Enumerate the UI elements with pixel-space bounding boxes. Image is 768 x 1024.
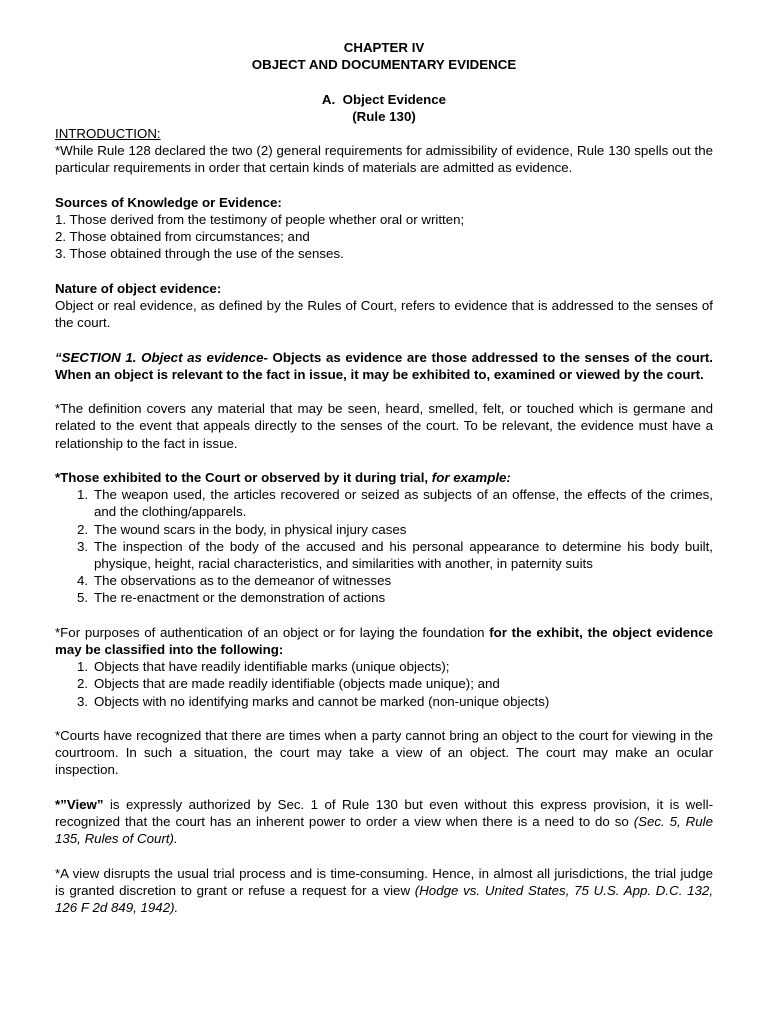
list-number: 4. (77, 573, 89, 589)
view-text: is expressly authorized by Sec. 1 of Rule 130 but even without this express provision, it is well-recognized that the court has an inherent power to order a view when there is a need to do so (55, 796, 713, 829)
list-text: Objects that are made readily identifiable (objects made unique); and (94, 676, 500, 692)
courts-paragraph: *Courts have recognized that there are times when a party cannot bring an object to the court for viewing in the courtroom. In such a situation, the court may take a view of an object. The court may make an ocular inspection. (55, 728, 713, 778)
disrupt-text: *A view disrupts the usual trial process and is time-consuming. Hence, in almost all jurisdictions, the trial judge is granted discretion to grant or refuse a request for a view (55, 865, 713, 898)
nature-paragraph: Object or real evidence, as defined by the Rules of Court, refers to evidence that is addressed to the senses of the court. (55, 298, 713, 331)
list-text: Objects that have readily identifiable marks (unique objects); (94, 659, 450, 675)
list-item (77, 538, 713, 572)
examples-lead-italic: for example: (428, 469, 511, 485)
section-title: Object Evidence (342, 91, 447, 107)
examples-lead-text: *Those exhibited to the Court or observed by it during trial, (55, 469, 429, 485)
chapter-number: CHAPTER IV (343, 40, 425, 55)
list-item (77, 675, 713, 692)
classification-lead-text: *For purposes of authentication of an object or for laying the foundation (55, 624, 485, 640)
list-item (77, 658, 713, 675)
list-number: 1. (77, 487, 89, 503)
classification-lead-bold: for the exhibit, the object evidence may be classified into the following: (55, 624, 714, 657)
list-text: The observations as to the demeanor of witnesses (94, 573, 392, 589)
examples-lead (55, 469, 713, 486)
classification-list (55, 658, 713, 710)
section-1-paragraph (55, 349, 713, 383)
disrupt-paragraph (55, 865, 713, 917)
list-item (77, 693, 713, 710)
sources-heading: Sources of Knowledge or Evidence: (55, 194, 282, 210)
section-1-text: Objects as evidence are those addressed to the senses of the court. When an object is relevant to the fact in issue, it may be exhibited to, examined or viewed by the court. (55, 349, 713, 382)
section-heading (55, 91, 713, 108)
list-number: 2. (77, 521, 89, 537)
view-citation: (Sec. 5, Rule 135, Rules of Court). (55, 814, 713, 847)
list-item (77, 521, 713, 538)
examples-list (55, 486, 713, 606)
sources-item: 2. Those obtained from circumstances; and (55, 229, 310, 245)
intro-paragraph: *While Rule 128 declared the two (2) general requirements for admissibility of evidence, Rule 130 spells out the particular requirements in order that certain kinds of materials are admitted as evidence. (55, 143, 713, 176)
list-number: 5. (77, 590, 89, 606)
view-paragraph (55, 796, 713, 848)
chapter-title: OBJECT AND DOCUMENTARY EVIDENCE (251, 57, 517, 73)
classification-lead (55, 624, 713, 658)
sources-item: 1. Those derived from the testimony of people whether oral or written; (55, 212, 465, 227)
list-text: The inspection of the body of the accused and his personal appearance to determine his body built, physique, height, racial characteristics, and similarities with another, in paternity suits (94, 538, 713, 571)
nature-heading: Nature of object evidence: (55, 280, 222, 296)
list-number: 3. (77, 538, 89, 554)
list-text: Objects with no identifying marks and cannot be marked (non-unique objects) (94, 693, 550, 709)
list-text: The wound scars in the body, in physical injury cases (94, 521, 407, 537)
sources-item: 3. Those obtained through the use of the senses. (55, 246, 344, 262)
view-lead: *”View” (55, 796, 104, 812)
list-number: 3. (77, 693, 89, 709)
list-item (77, 486, 713, 520)
section-1-label: “SECTION 1. Object as evidence- (55, 349, 268, 365)
intro-heading: INTRODUCTION: (55, 126, 161, 141)
list-item (77, 572, 713, 589)
definition-paragraph: *The definition covers any material that may be seen, heard, smelled, felt, or touched which is germane and related to the event that appeals directly to the senses of the court. To be relevant, the evidence must have a relationship to the fact in issue. (55, 401, 713, 451)
disrupt-citation: (Hodge vs. United States, 75 U.S. App. D.C. 132, 126 F 2d 849, 1942). (55, 882, 714, 915)
list-number: 2. (77, 676, 89, 692)
section-letter: A. (321, 91, 336, 107)
rule-reference: (Rule 130) (352, 108, 416, 124)
list-text: The weapon used, the articles recovered or seized as subjects of an offense, the effects of the crimes, and the clothing/apparels. (94, 487, 713, 520)
list-number: 1. (77, 659, 89, 675)
list-text: The re-enactment or the demonstration of actions (94, 590, 386, 606)
list-item (77, 589, 713, 606)
